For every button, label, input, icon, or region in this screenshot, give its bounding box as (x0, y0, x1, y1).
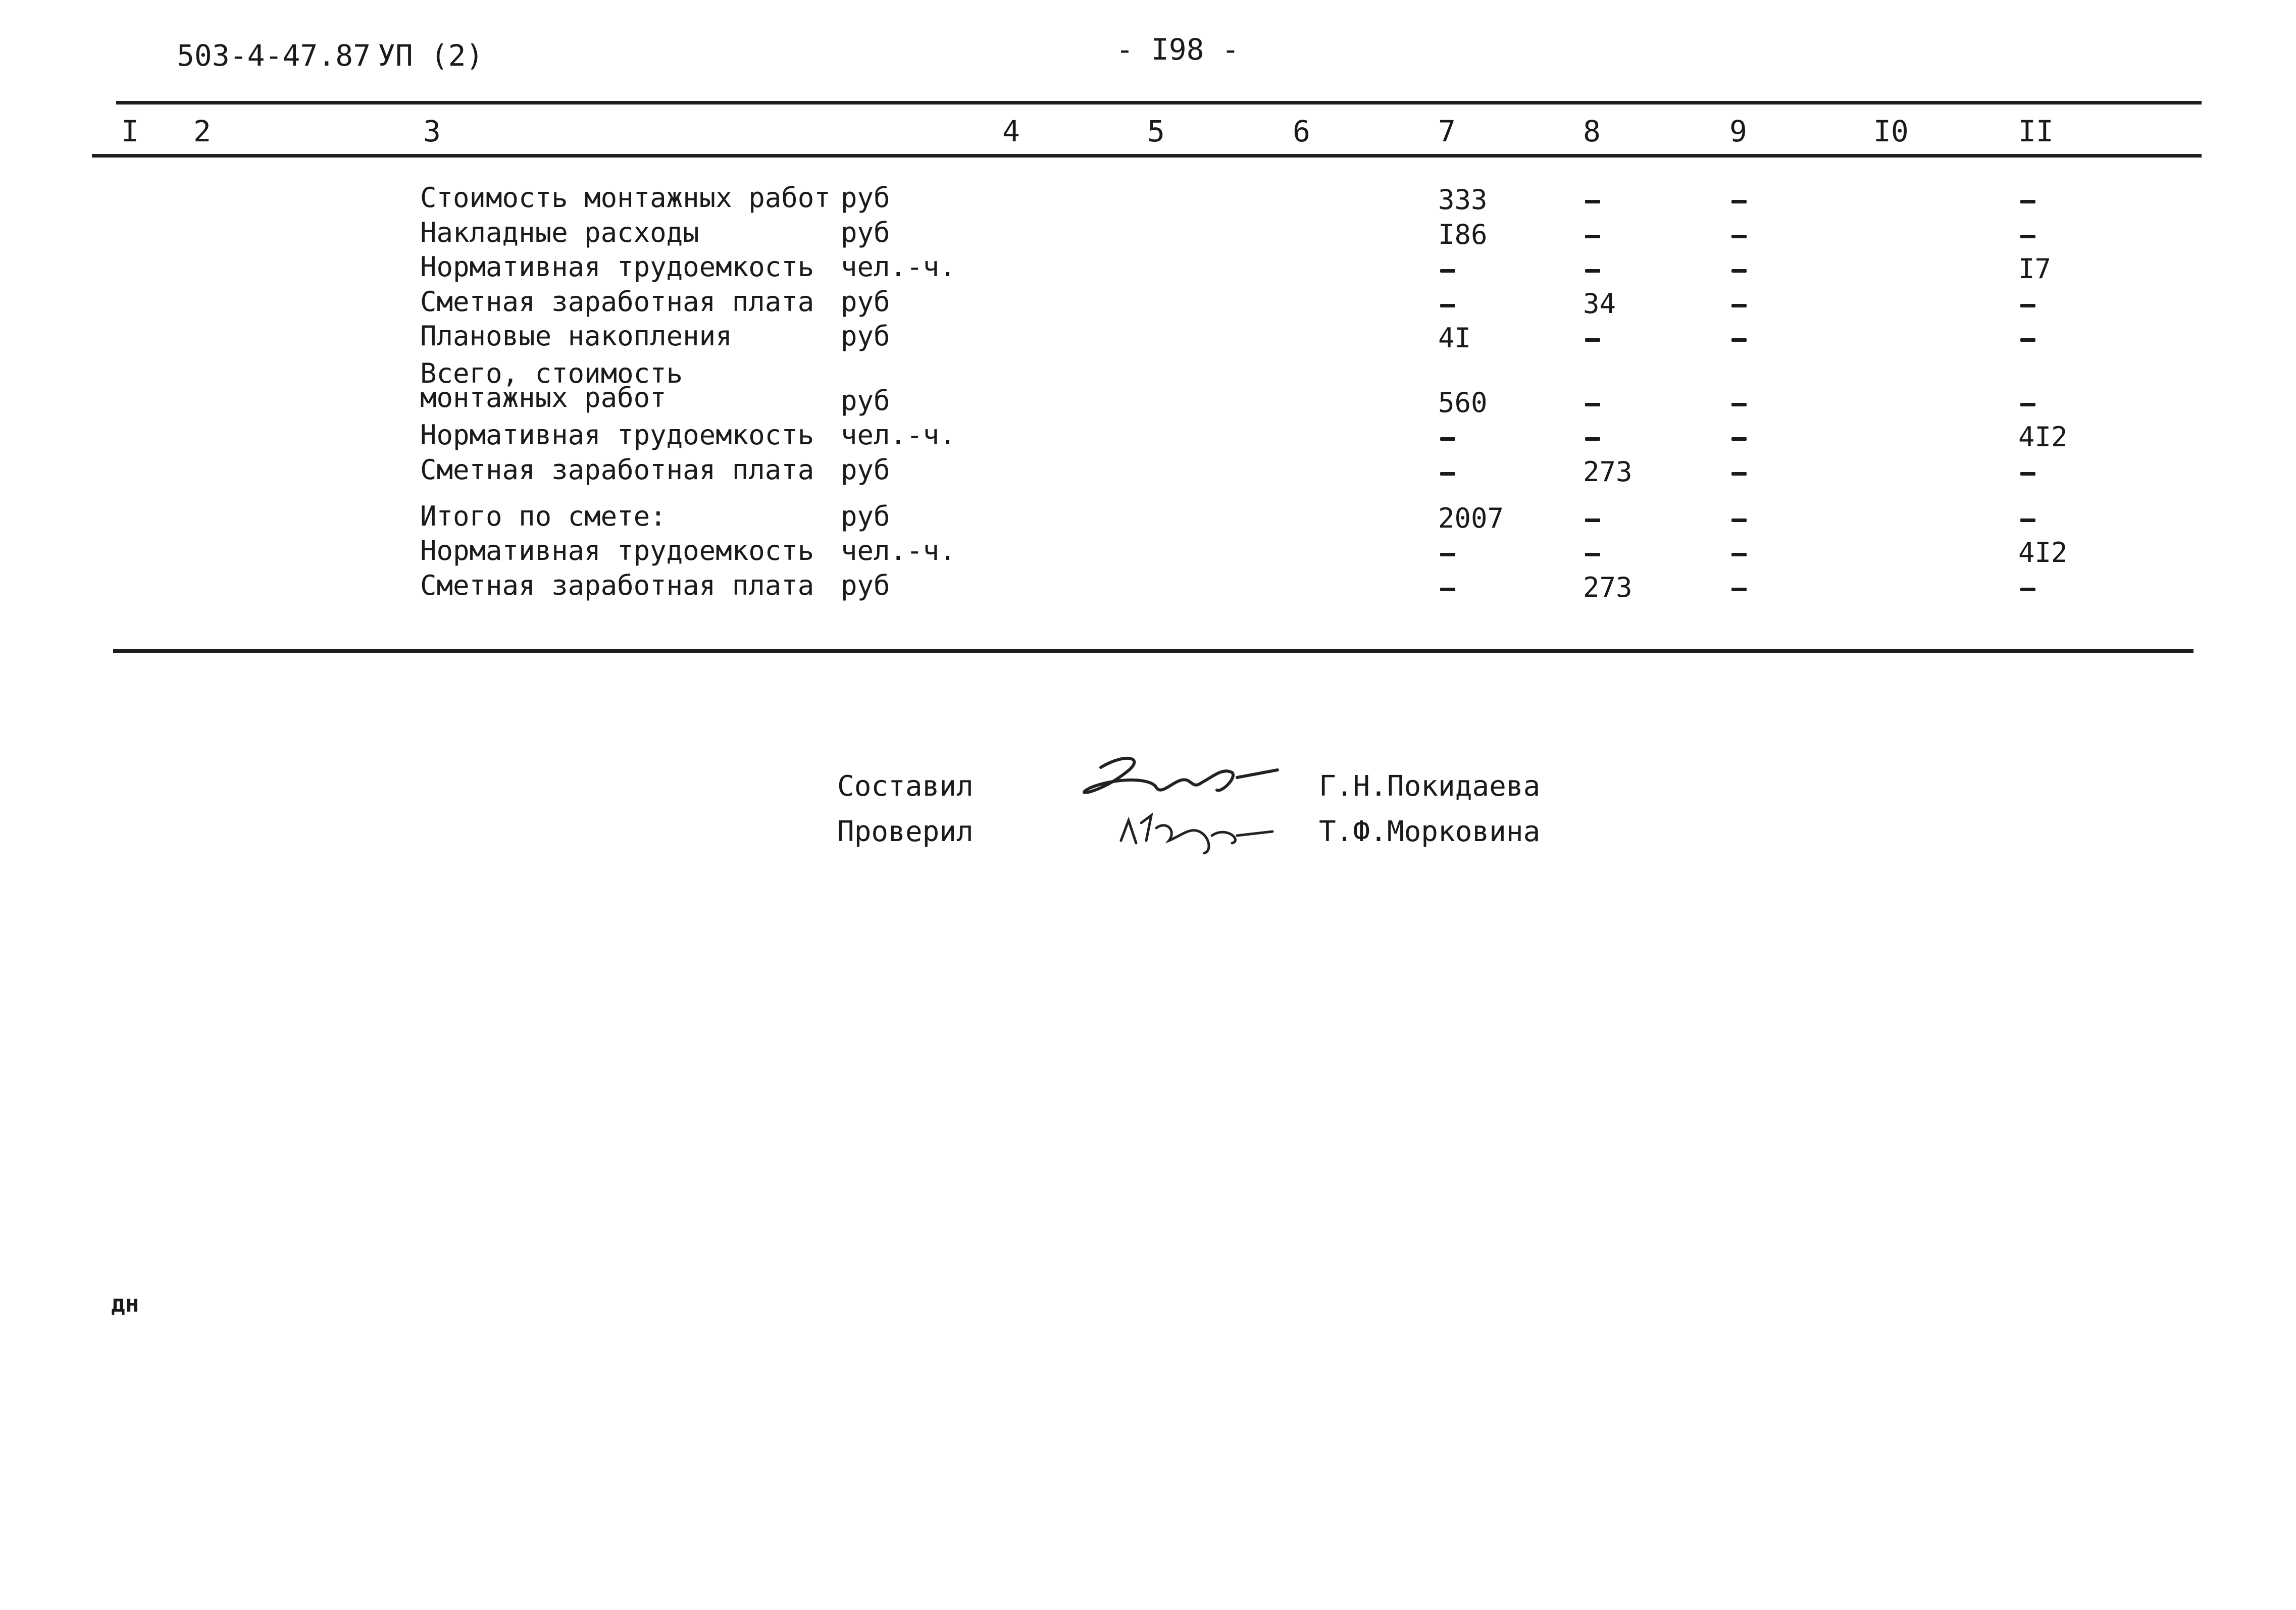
empty-cell-dash (1585, 553, 1600, 556)
column-number: I (121, 114, 139, 148)
row-unit: руб (841, 569, 890, 601)
compiled-by-name: Г.Н.Покидаева (1319, 770, 1541, 803)
empty-cell-dash (1731, 403, 1747, 406)
value-cell: 4I2 (2018, 537, 2068, 568)
row-unit: руб (841, 320, 890, 352)
value-cell: 2007 (1438, 502, 1504, 534)
checked-by-label: Проверил (837, 815, 974, 848)
empty-cell-dash (1731, 518, 1747, 522)
row-label-line: монтажных работ (420, 382, 667, 413)
footer-mark: дн (111, 1290, 139, 1317)
row-unit: руб (841, 454, 890, 486)
album-code: УП (2) (378, 38, 484, 73)
empty-cell-dash (2020, 472, 2035, 476)
empty-cell-dash (2020, 304, 2035, 307)
column-number: 5 (1147, 114, 1165, 148)
row-label: Итого по смете: (420, 500, 667, 532)
table-top-rule (116, 101, 2202, 105)
row-unit: руб (841, 182, 890, 214)
empty-cell-dash (1731, 588, 1747, 591)
value-cell: 273 (1583, 572, 1632, 603)
empty-cell-dash (2020, 235, 2035, 238)
empty-cell-dash (2020, 338, 2035, 342)
column-number: 7 (1438, 114, 1456, 148)
empty-cell-dash (1731, 437, 1747, 441)
table-bottom-rule (113, 649, 2193, 653)
value-cell: 4I (1438, 322, 1471, 354)
empty-cell-dash (1731, 472, 1747, 476)
column-number: I0 (1873, 114, 1909, 148)
row-unit: руб (841, 500, 890, 532)
column-number: 2 (193, 114, 211, 148)
empty-cell-dash (1585, 235, 1600, 238)
empty-cell-dash (1731, 200, 1747, 203)
page-number: - I98 - (1116, 32, 1240, 67)
row-unit: руб (841, 385, 890, 417)
row-unit: чел.-ч. (841, 251, 956, 283)
row-unit: руб (841, 217, 890, 248)
empty-cell-dash (1585, 403, 1600, 406)
row-label: Нормативная трудоемкость (420, 419, 814, 451)
checked-by-name: Т.Ф.Морковина (1319, 815, 1541, 848)
row-label: Сметная заработная плата (420, 454, 814, 486)
empty-cell-dash (1440, 553, 1455, 556)
empty-cell-dash (1440, 304, 1455, 307)
column-number: 9 (1729, 114, 1747, 148)
empty-cell-dash (1731, 553, 1747, 556)
value-cell: 273 (1583, 456, 1632, 488)
column-number: 8 (1583, 114, 1601, 148)
row-label: Сметная заработная плата (420, 286, 814, 318)
empty-cell-dash (1585, 518, 1600, 522)
empty-cell-dash (1731, 338, 1747, 342)
value-cell: I86 (1438, 219, 1488, 250)
value-cell: 34 (1583, 288, 1616, 320)
column-number: 4 (1002, 114, 1020, 148)
column-number: II (2018, 114, 2054, 148)
column-number: 6 (1293, 114, 1310, 148)
empty-cell-dash (2020, 518, 2035, 522)
empty-cell-dash (2020, 200, 2035, 203)
row-label: Плановые накопления (420, 320, 732, 352)
compiled-by-label: Составил (837, 770, 974, 803)
empty-cell-dash (1440, 588, 1455, 591)
empty-cell-dash (1731, 304, 1747, 307)
checker-signature (1116, 805, 1278, 856)
document-code: 503-4-47.87 (177, 38, 371, 73)
row-unit: чел.-ч. (841, 419, 956, 451)
row-label: Сметная заработная плата (420, 569, 814, 601)
table-header-rule (92, 154, 2202, 158)
empty-cell-dash (1585, 437, 1600, 441)
value-cell: 333 (1438, 184, 1488, 216)
empty-cell-dash (1731, 235, 1747, 238)
empty-cell-dash (1440, 269, 1455, 273)
empty-cell-dash (1731, 269, 1747, 273)
value-cell: 4I2 (2018, 421, 2068, 453)
empty-cell-dash (1440, 472, 1455, 476)
row-unit: руб (841, 286, 890, 318)
column-number: 3 (423, 114, 441, 148)
row-label-line: Всего, стоимость (420, 357, 683, 389)
value-cell: I7 (2018, 253, 2052, 285)
row-label: Нормативная трудоемкость (420, 251, 814, 283)
empty-cell-dash (1585, 200, 1600, 203)
value-cell: 560 (1438, 387, 1488, 419)
empty-cell-dash (2020, 588, 2035, 591)
empty-cell-dash (2020, 403, 2035, 406)
compiler-signature (1070, 742, 1283, 813)
row-unit: чел.-ч. (841, 535, 956, 566)
row-label: Стоимость монтажных работ (420, 182, 831, 214)
empty-cell-dash (1585, 338, 1600, 342)
row-label: Накладные расходы (420, 217, 699, 248)
row-label: Нормативная трудоемкость (420, 535, 814, 566)
empty-cell-dash (1585, 269, 1600, 273)
empty-cell-dash (1440, 437, 1455, 441)
